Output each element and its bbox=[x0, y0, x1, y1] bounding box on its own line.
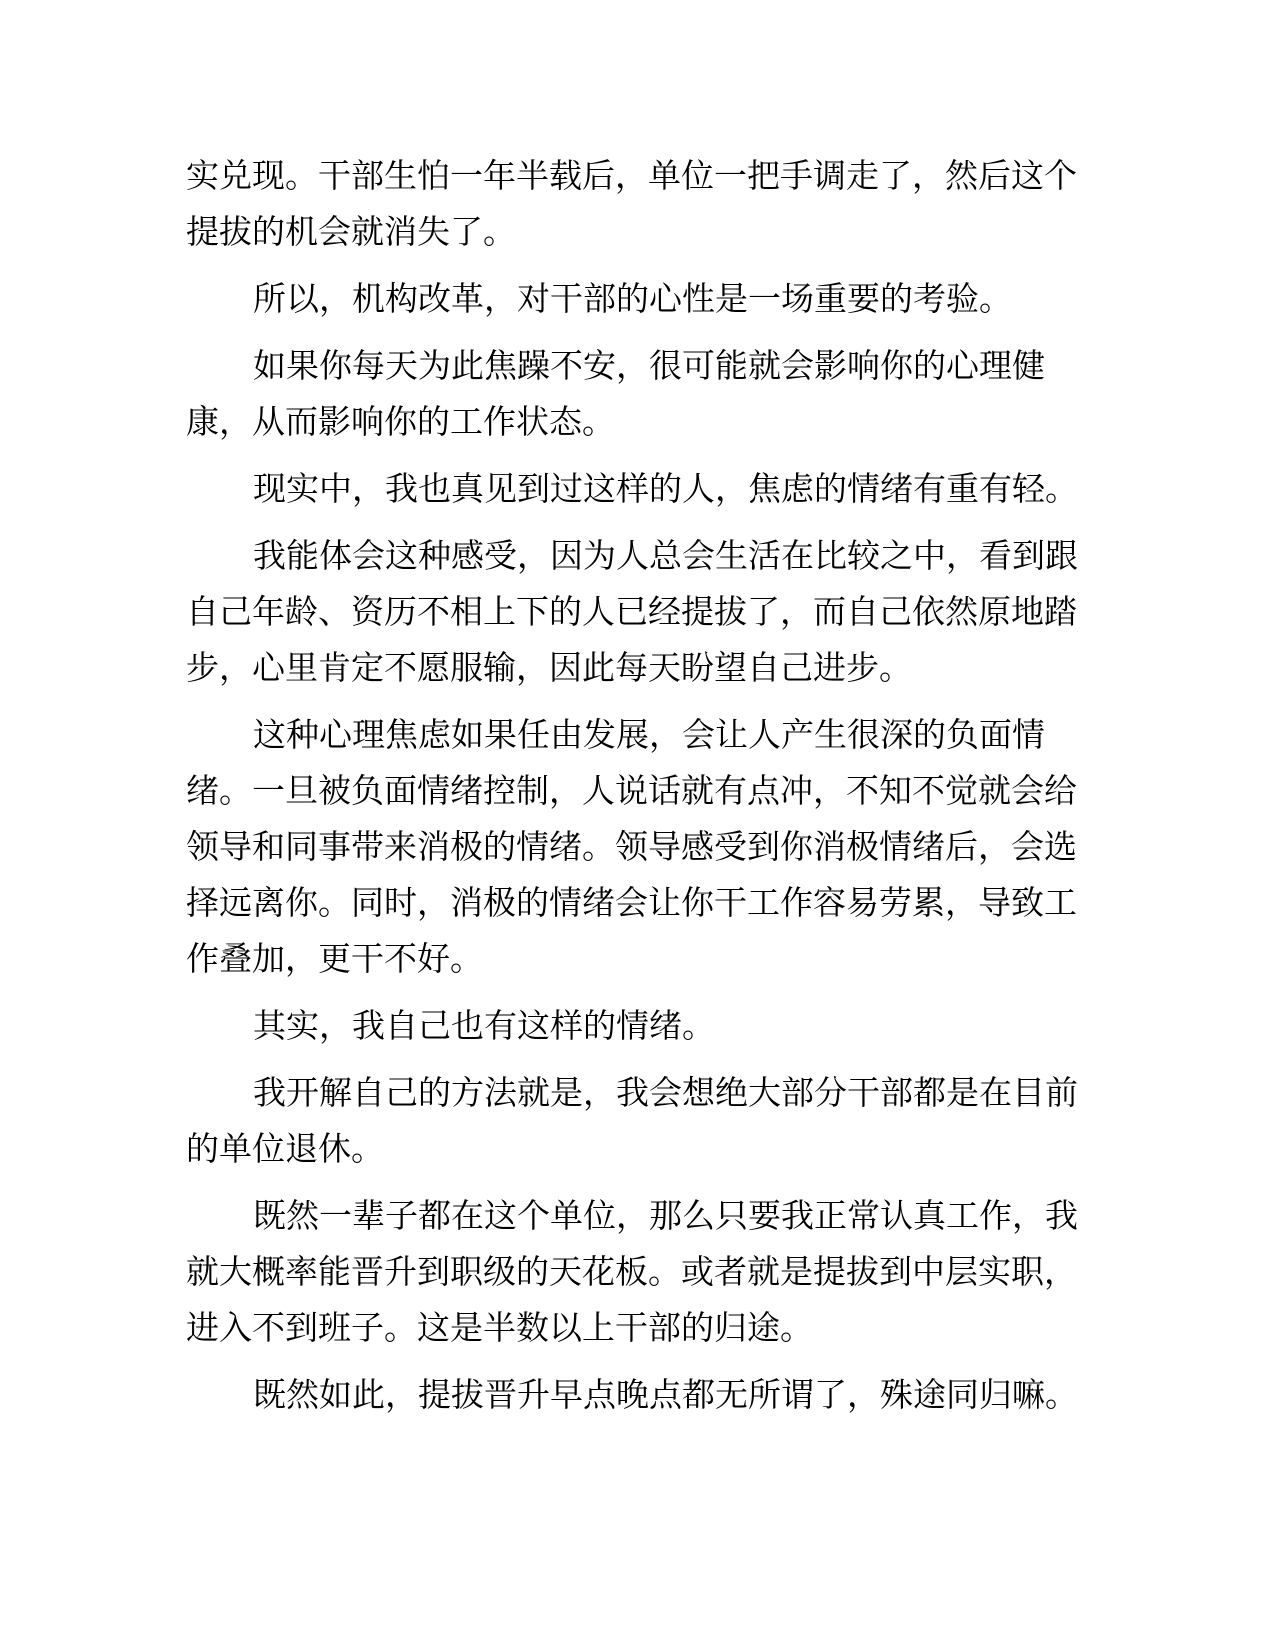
text-line: 其实，我自己也有这样的情绪。 bbox=[253, 1006, 715, 1045]
text-line: 自己年龄、资历不相上下的人已经提拔了，而自己依然原地踏 bbox=[186, 592, 1077, 631]
text-line: 康，从而影响你的工作状态。 bbox=[186, 402, 615, 441]
text-line: 的单位退休。 bbox=[186, 1129, 384, 1168]
text-line: 择远离你。同时，消极的情绪会让你干工作容易劳累，导致工 bbox=[186, 883, 1077, 922]
text-line: 既然如此，提拔晋升早点晚点都无所谓了，殊途同归嘛。 bbox=[253, 1375, 1078, 1414]
text-line: 这种心理焦虑如果任由发展，会让人产生很深的负面情 bbox=[253, 715, 1045, 754]
text-line: 我能体会这种感受，因为人总会生活在比较之中，看到跟 bbox=[253, 536, 1078, 575]
text-line: 绪。一旦被负面情绪控制，人说话就有点冲，不知不觉就会给 bbox=[186, 771, 1077, 810]
text-line: 现实中，我也真见到过这样的人，焦虑的情绪有重有轻。 bbox=[253, 469, 1078, 508]
text-line: 作叠加，更干不好。 bbox=[186, 939, 483, 978]
text-line: 既然一辈子都在这个单位，那么只要我正常认真工作，我 bbox=[253, 1196, 1078, 1235]
text-line: 所以，机构改革，对干部的心性是一场重要的考验。 bbox=[253, 279, 1012, 318]
text-line: 我开解自己的方法就是，我会想绝大部分干部都是在目前 bbox=[253, 1073, 1078, 1112]
text-line: 实兑现。干部生怕一年半载后，单位一把手调走了，然后这个 bbox=[186, 156, 1077, 195]
text-line: 就大概率能晋升到职级的天花板。或者就是提拔到中层实职， bbox=[186, 1252, 1077, 1291]
text-line: 进入不到班子。这是半数以上干部的归途。 bbox=[186, 1308, 813, 1347]
text-line: 如果你每天为此焦躁不安，很可能就会影响你的心理健 bbox=[253, 346, 1045, 385]
text-line: 领导和同事带来消极的情绪。领导感受到你消极情绪后，会选 bbox=[186, 827, 1077, 866]
text-line: 步，心里肯定不愿服输，因此每天盼望自己进步。 bbox=[186, 648, 912, 687]
text-line: 提拔的机会就消失了。 bbox=[186, 212, 516, 251]
